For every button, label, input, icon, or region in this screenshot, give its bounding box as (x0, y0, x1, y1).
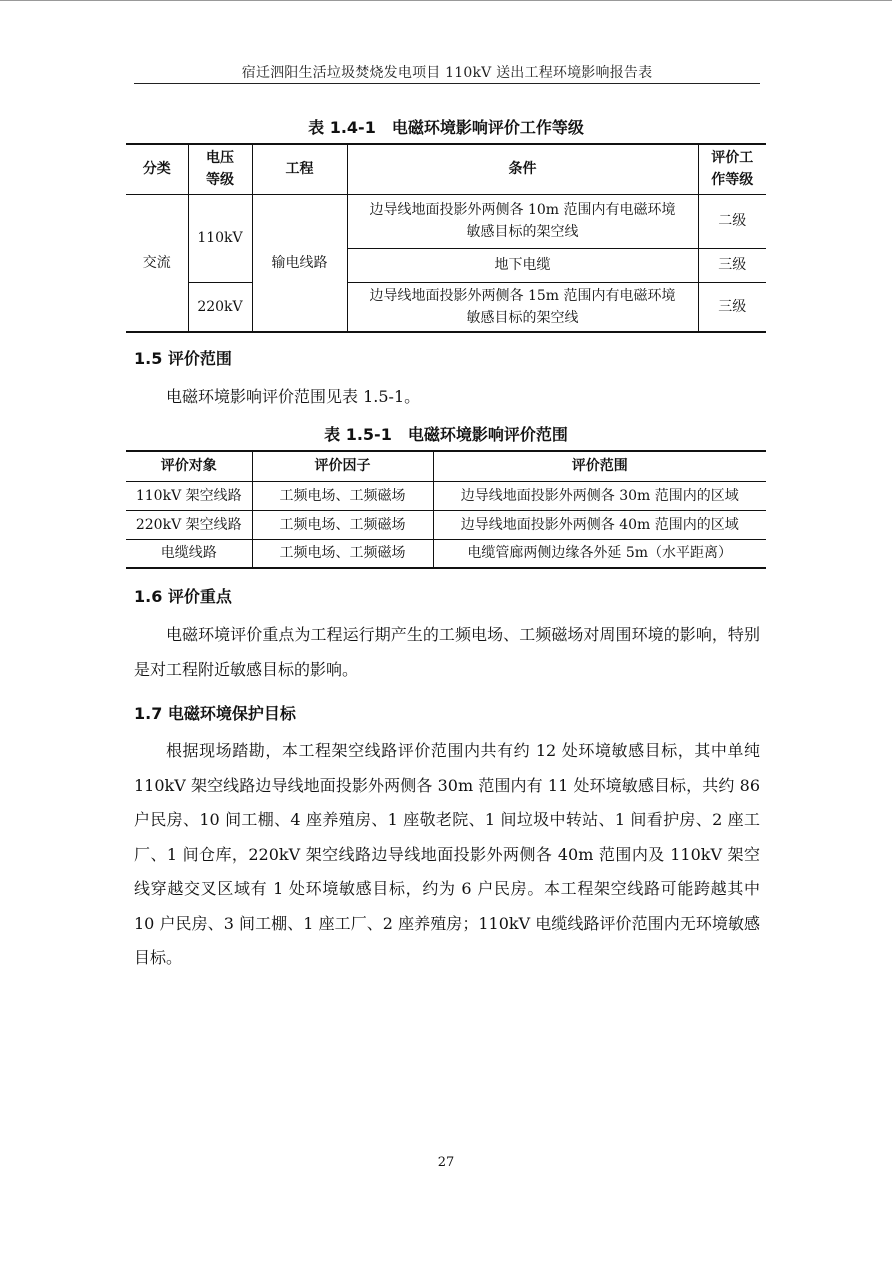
cell-condition: 边导线地面投影外两侧各 15m 范围内有电磁环境 敏感目标的架空线 (347, 282, 698, 332)
header-grade: 评价工 作等级 (698, 144, 766, 194)
cell-grade: 三级 (698, 248, 766, 282)
header-condition: 条件 (347, 144, 698, 194)
section-1-6-body: 电磁环境评价重点为工程运行期产生的工频电场、工频磁场对周围环境的影响，特别是对工程附近敏感目标的影响。 (134, 625, 760, 679)
cell-range: 边导线地面投影外两侧各 40m 范围内的区域 (433, 510, 766, 539)
table-row (126, 539, 766, 568)
cell-grade: 三级 (698, 282, 766, 332)
section-1-6-heading: 1.6 评价重点 (134, 587, 232, 606)
header-project: 工程 (252, 144, 347, 194)
table-1-5-1-caption: 表 1.5-1 电磁环境影响评价范围 (324, 425, 568, 444)
cell-factor: 工频电场、工频磁场 (252, 539, 433, 568)
cell-grade: 二级 (698, 194, 766, 248)
cell-voltage-110: 110kV (188, 194, 252, 282)
table-1-4-1 (126, 143, 766, 333)
cell-project: 输电线路 (252, 194, 347, 332)
table-row (126, 510, 766, 539)
cell-category: 交流 (126, 194, 188, 332)
cell-condition: 地下电缆 (347, 248, 698, 282)
cell-object: 220kV 架空线路 (126, 510, 252, 539)
table-row (126, 481, 766, 510)
cell-range: 边导线地面投影外两侧各 30m 范围内的区域 (433, 481, 766, 510)
header-factor: 评价因子 (252, 451, 433, 481)
header-range: 评价范围 (433, 451, 766, 481)
section-1-5-heading: 1.5 评价范围 (134, 349, 232, 368)
running-header: 宿迁泗阳生活垃圾焚烧发电项目 110kV 送出工程环境影响报告表 (241, 65, 653, 81)
cell-object: 电缆线路 (126, 539, 252, 568)
cell-object: 110kV 架空线路 (126, 481, 252, 510)
page-number: 27 (437, 1155, 455, 1170)
table-1-5-1 (126, 450, 766, 569)
header-category: 分类 (126, 144, 188, 194)
section-1-7-heading: 1.7 电磁环境保护目标 (134, 704, 296, 723)
header-voltage: 电压 等级 (188, 144, 252, 194)
section-1-5-intro: 电磁环境影响评价范围见表 1.5-1。 (166, 387, 421, 406)
table-row (126, 282, 766, 332)
section-1-7-body: 根据现场踏勘，本工程架空线路评价范围内共有约 12 处环境敏感目标，其中单纯 110kV 架空线路边导线地面投影外两侧各 30m 范围内有 11 处环境敏感目标，共约 86 户民房、10 间工棚、4 座养殖房、1 座敬老院、1 间垃圾中转站、1 间看护房、2 座工厂、1 间仓库，220kV 架空线路边导线地面投影外两侧各 40m 范围内及 110kV 架空线穿越交叉区域有 1 处环境敏感目标，约为 6 户民房。本工程架空线路可能跨越其中 10 户民房、3 间工棚、1 座工厂、2 座养殖房；110kV 电缆线路评价范围内无环境敏感目标。 (134, 741, 760, 967)
table-1-4-1-caption: 表 1.4-1 电磁环境影响评价工作等级 (308, 118, 584, 137)
cell-condition: 边导线地面投影外两侧各 10m 范围内有电磁环境 敏感目标的架空线 (347, 194, 698, 248)
header-object: 评价对象 (126, 451, 252, 481)
cell-factor: 工频电场、工频磁场 (252, 481, 433, 510)
cell-voltage-220: 220kV (188, 282, 252, 332)
table-header-row (126, 144, 766, 194)
cell-range: 电缆管廊两侧边缘各外延 5m（水平距离） (433, 539, 766, 568)
cell-factor: 工频电场、工频磁场 (252, 510, 433, 539)
header-rule (134, 83, 760, 84)
table-header-row (126, 451, 766, 481)
table-row (126, 194, 766, 248)
